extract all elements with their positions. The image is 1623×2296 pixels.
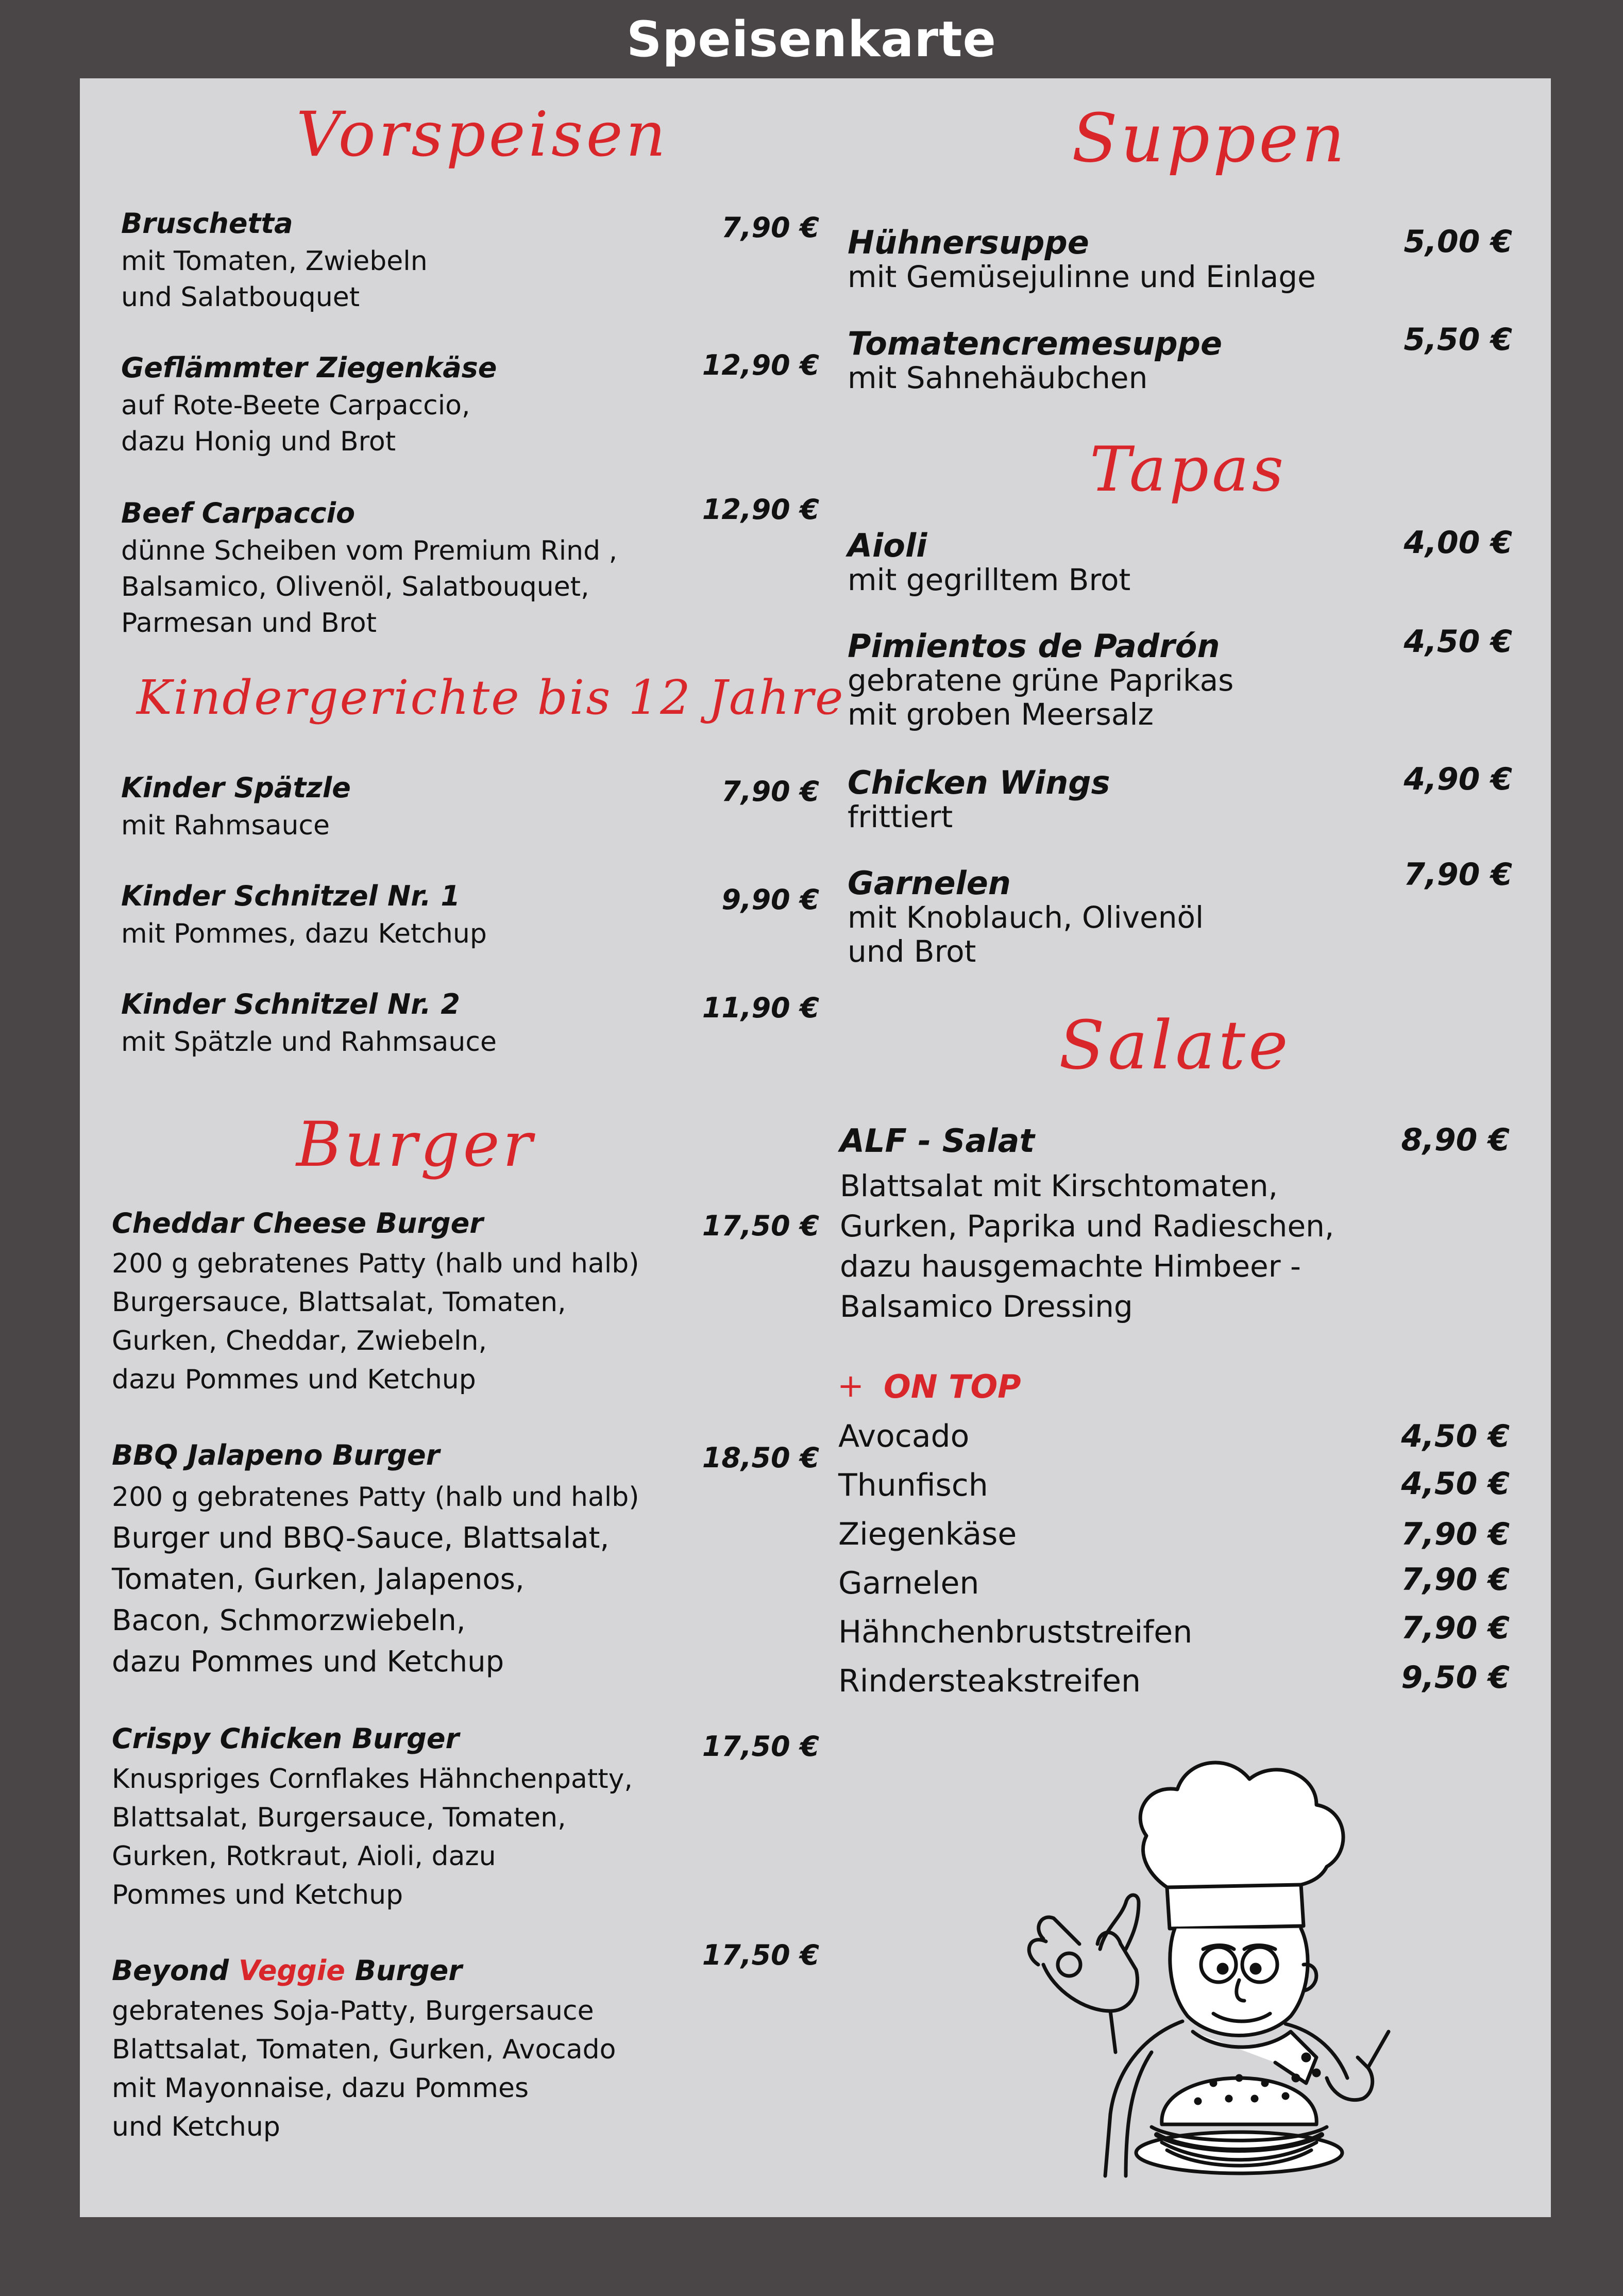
- item-desc-line: und Ketchup: [112, 2111, 280, 2142]
- addon-price: 7,90 €: [1401, 1610, 1510, 1646]
- addon-name: Avocado: [838, 1418, 970, 1454]
- heading-vorspeisen: Vorspeisen: [296, 99, 669, 171]
- item-name: Bruschetta: [121, 207, 293, 240]
- item-price: 9,90 €: [721, 883, 819, 916]
- item-price: 4,00 €: [1404, 525, 1512, 561]
- menu-panel: [80, 78, 1551, 2217]
- item-name: Crispy Chicken Burger: [112, 1722, 460, 1755]
- item-desc-line: Bacon, Schmorzwiebeln,: [112, 1604, 466, 1637]
- item-desc-line: Gurken, Rotkraut, Aioli, dazu: [112, 1841, 496, 1872]
- item-price: 17,50 €: [702, 1730, 819, 1763]
- item-desc-line: Pommes und Ketchup: [112, 1880, 403, 1910]
- addon-name: Hähnchenbruststreifen: [838, 1614, 1193, 1650]
- item-price: 18,50 €: [702, 1442, 819, 1474]
- item-name: Hühnersuppe: [848, 224, 1089, 261]
- item-desc-line: mit Rahmsauce: [121, 810, 330, 841]
- item-name: Garnelen: [848, 864, 1011, 902]
- page-title: Speisenkarte: [626, 11, 996, 68]
- item-name: Kinder Schnitzel Nr. 2: [121, 988, 460, 1020]
- item-name: Chicken Wings: [848, 764, 1110, 801]
- item-price: 7,90 €: [721, 211, 819, 244]
- item-name: Aioli: [848, 527, 927, 564]
- ontop-label: ON TOP: [884, 1368, 1021, 1405]
- addon-price: 4,50 €: [1401, 1418, 1510, 1454]
- item-price: 4,50 €: [1404, 624, 1512, 660]
- item-price: 4,90 €: [1404, 761, 1512, 797]
- chef-burger-illustration: [997, 1722, 1481, 2186]
- item-desc-line: mit Tomaten, Zwiebeln: [121, 246, 428, 277]
- item-name: Kinder Spätzle: [121, 772, 351, 804]
- item-desc-line: Blattsalat, Tomaten, Gurken, Avocado: [112, 2034, 616, 2065]
- item-desc-line: Blattsalat, Burgersauce, Tomaten,: [112, 1802, 566, 1833]
- item-price: 8,90 €: [1401, 1122, 1510, 1158]
- item-desc-line: Balsamico, Olivenöl, Salatbouquet,: [121, 572, 589, 602]
- item-desc-line: Burger und BBQ-Sauce, Blattsalat,: [112, 1521, 610, 1555]
- item-price: 12,90 €: [702, 349, 819, 381]
- item-desc-line: mit Mayonnaise, dazu Pommes: [112, 2073, 529, 2104]
- item-price: 12,90 €: [702, 493, 819, 526]
- item-desc-line: Burgersauce, Blattsalat, Tomaten,: [112, 1287, 566, 1318]
- item-desc-line: auf Rote-Beete Carpaccio,: [121, 390, 470, 421]
- item-price: 5,50 €: [1404, 322, 1512, 358]
- item-desc-line: dazu Pommes und Ketchup: [112, 1364, 476, 1395]
- item-desc-line: mit Knoblauch, Olivenöl: [848, 900, 1204, 935]
- addon-name: Rindersteakstreifen: [838, 1663, 1141, 1699]
- item-name: ALF - Salat: [840, 1122, 1035, 1160]
- item-desc-line: mit Gemüsejulinne und Einlage: [848, 259, 1316, 294]
- item-name-part: Beyond: [112, 1954, 239, 1987]
- item-desc-line: 200 g gebratenes Patty (halb und halb): [112, 1482, 639, 1513]
- item-price: 7,90 €: [1404, 857, 1512, 893]
- addon-name: Ziegenkäse: [838, 1516, 1017, 1552]
- plus-icon: +: [837, 1367, 864, 1404]
- item-name: Pimientos de Padrón: [848, 627, 1220, 665]
- item-name: [112, 1954, 462, 1987]
- item-desc-line: gebratene grüne Paprikas: [848, 663, 1234, 698]
- item-desc-line: und Salatbouquet: [121, 282, 360, 313]
- addon-price: 9,50 €: [1401, 1660, 1510, 1696]
- item-price: 11,90 €: [702, 992, 819, 1024]
- item-price: 17,50 €: [702, 1210, 819, 1242]
- item-desc-line: Gurken, Cheddar, Zwiebeln,: [112, 1326, 487, 1356]
- item-name: Beef Carpaccio: [121, 497, 356, 529]
- item-price: 7,90 €: [721, 775, 819, 808]
- addon-price: 7,90 €: [1401, 1562, 1510, 1598]
- item-name: Kinder Schnitzel Nr. 1: [121, 880, 460, 912]
- item-desc-line: frittiert: [848, 799, 953, 834]
- addon-price: 4,50 €: [1401, 1466, 1510, 1502]
- item-price: 17,50 €: [702, 1939, 819, 1971]
- item-desc-line: mit Sahnehäubchen: [848, 360, 1148, 395]
- item-desc-line: dünne Scheiben vom Premium Rind ,: [121, 535, 618, 566]
- item-desc-line: Tomaten, Gurken, Jalapenos,: [112, 1563, 525, 1596]
- addon-name: Thunfisch: [838, 1467, 988, 1503]
- heading-burger: Burger: [296, 1109, 536, 1181]
- item-desc-line: mit gegrilltem Brot: [848, 562, 1131, 597]
- item-desc-line: mit Pommes, dazu Ketchup: [121, 918, 487, 949]
- item-name: Tomatencremesuppe: [848, 325, 1223, 362]
- item-desc-line: Blattsalat mit Kirschtomaten,: [840, 1168, 1278, 1203]
- item-name: Cheddar Cheese Burger: [112, 1207, 483, 1239]
- item-name-highlight: Veggie: [238, 1954, 345, 1987]
- item-desc-line: dazu Pommes und Ketchup: [112, 1645, 504, 1679]
- item-desc-line: Gurken, Paprika und Radieschen,: [840, 1209, 1334, 1244]
- item-desc-line: Parmesan und Brot: [121, 608, 377, 639]
- item-name-part: Burger: [345, 1954, 462, 1987]
- item-desc-line: 200 g gebratenes Patty (halb und halb): [112, 1248, 639, 1279]
- item-desc-line: Balsamico Dressing: [840, 1289, 1133, 1324]
- item-desc-line: dazu hausgemachte Himbeer -: [840, 1249, 1301, 1284]
- addon-name: Garnelen: [838, 1565, 979, 1601]
- item-desc-line: Knuspriges Cornflakes Hähnchenpatty,: [112, 1764, 633, 1795]
- heading-salate: Salate: [1059, 1006, 1291, 1084]
- heading-tapas: Tapas: [1090, 434, 1287, 506]
- item-price: 5,00 €: [1404, 224, 1512, 260]
- item-name: BBQ Jalapeno Burger: [112, 1439, 440, 1471]
- item-desc-line: mit groben Meersalz: [848, 697, 1154, 732]
- item-desc-line: mit Spätzle und Rahmsauce: [121, 1027, 497, 1058]
- item-name: Geflämmter Ziegenkäse: [121, 351, 497, 384]
- addon-price: 7,90 €: [1401, 1516, 1510, 1552]
- item-desc-line: gebratenes Soja-Patty, Burgersauce: [112, 1996, 594, 2026]
- heading-suppen: Suppen: [1072, 99, 1348, 177]
- item-desc-line: dazu Honig und Brot: [121, 426, 396, 457]
- heading-kindergerichte: Kindergerichte bis 12 Jahre: [137, 670, 845, 725]
- item-desc-line: und Brot: [848, 934, 976, 969]
